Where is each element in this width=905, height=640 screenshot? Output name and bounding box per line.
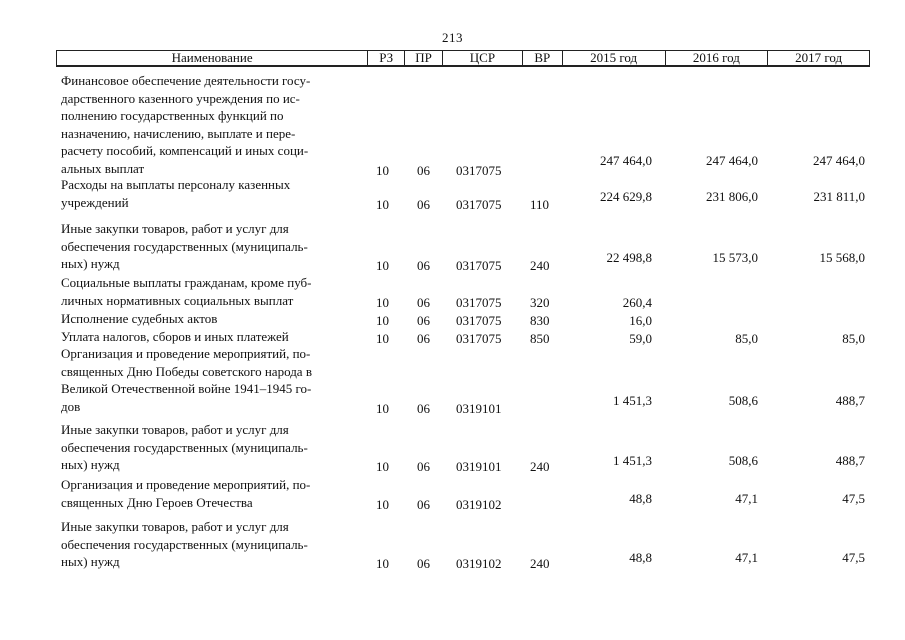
row-vr: 240: [530, 556, 550, 571]
row-rz: 10: [376, 459, 389, 474]
row-pr: 06: [417, 459, 430, 474]
row-2017: 85,0: [842, 331, 865, 346]
row-2015: 48,8: [629, 490, 652, 506]
row-name-line: полнению государственных функций по: [61, 108, 284, 123]
row-name: [61, 72, 361, 177]
row-2016: 508,6: [728, 392, 758, 408]
row-name-line: Уплата налогов, сборов и иных платежей: [61, 329, 289, 344]
row-name: [61, 274, 361, 309]
row-pr: 06: [417, 196, 430, 212]
row-name-line: дарственного казенного учреждения по ис-: [61, 90, 300, 106]
row-2015: 48,8: [629, 550, 652, 565]
row-vr: 320: [530, 294, 550, 310]
row-name-line: Иные закупки товаров, работ и услуг для: [61, 519, 289, 534]
row-2015: 59,0: [629, 331, 652, 346]
row-2015: 22 498,8: [606, 250, 652, 265]
row-name-line: расчету пособий, компенсаций и иных соци-: [61, 143, 309, 158]
row-vr: 830: [530, 313, 550, 328]
row-2016: 47,1: [735, 490, 758, 506]
row-csr: 0317075: [456, 331, 502, 346]
row-csr: 0317075: [456, 313, 502, 328]
row-csr: 0317075: [456, 162, 502, 178]
row-name-line: ных) нужд: [61, 457, 120, 472]
header-vr: ВР: [523, 51, 563, 65]
header-rz: РЗ: [368, 51, 405, 65]
row-name: [61, 310, 361, 328]
row-name-line: Организация и проведение мероприятий, по-: [61, 477, 311, 492]
row-2016: 231 806,0: [706, 188, 758, 204]
row-rz: 10: [376, 400, 389, 416]
row-2016: 47,1: [735, 550, 758, 565]
row-vr: 240: [530, 258, 550, 273]
row-name-line: Иные закупки товаров, работ и услуг для: [61, 422, 289, 437]
row-2015: 1 451,3: [613, 453, 652, 468]
row-name-line: ных) нужд: [61, 554, 120, 569]
row-name: [61, 518, 361, 571]
row-name-line: Организация и проведение мероприятий, по-: [61, 346, 311, 361]
row-2016: 85,0: [735, 331, 758, 346]
row-name: [61, 176, 361, 211]
row-rz: 10: [376, 294, 389, 310]
row-name-line: ных) нужд: [61, 256, 120, 271]
header-2016: 2016 год: [666, 51, 769, 65]
row-csr: 0319102: [456, 556, 502, 571]
row-name-line: учреждений: [61, 194, 129, 210]
table-header: [56, 50, 870, 67]
row-csr: 0317075: [456, 258, 502, 273]
row-name-line: Расходы на выплаты персоналу казенных: [61, 177, 291, 192]
row-name-line: Великой Отечественной войне 1941–1945 го-: [61, 381, 312, 396]
row-2017: 15 568,0: [819, 250, 865, 265]
row-2017: 488,7: [835, 392, 865, 408]
row-2017: 488,7: [835, 453, 865, 468]
row-2015: 260,4: [622, 294, 652, 310]
row-pr: 06: [417, 331, 430, 346]
header-2015: 2015 год: [563, 51, 666, 65]
row-2015: 16,0: [629, 313, 652, 328]
row-name: [61, 345, 361, 415]
header-2017: 2017 год: [795, 50, 843, 65]
row-pr: 06: [417, 496, 430, 512]
row-rz: 10: [376, 258, 389, 273]
row-2016: 508,6: [728, 453, 758, 468]
row-name-line: Исполнение судебных актов: [61, 311, 218, 326]
row-2017: 47,5: [842, 490, 865, 506]
row-2017: 231 811,0: [813, 188, 865, 204]
row-pr: 06: [417, 258, 430, 273]
row-vr: 850: [530, 331, 550, 346]
row-rz: 10: [376, 196, 389, 212]
row-rz: 10: [376, 313, 389, 328]
row-name-line: обеспечения государственных (муниципаль-: [61, 536, 308, 552]
row-rz: 10: [376, 556, 389, 571]
row-csr: 0319101: [456, 459, 502, 474]
row-name-line: альных выплат: [61, 160, 145, 176]
row-2017: 47,5: [842, 550, 865, 565]
row-vr: 240: [530, 459, 550, 474]
row-2016: 247 464,0: [706, 152, 758, 168]
row-pr: 06: [417, 162, 430, 178]
row-name: [61, 328, 361, 346]
row-2015: 224 629,8: [600, 188, 652, 204]
row-csr: 0317075: [456, 294, 502, 310]
row-pr: 06: [417, 313, 430, 328]
row-2015: 1 451,3: [613, 392, 652, 408]
header-name: Наименование: [57, 51, 368, 65]
page-number: 213: [442, 30, 463, 45]
row-pr: 06: [417, 400, 430, 416]
row-rz: 10: [376, 331, 389, 346]
row-name-line: Иные закупки товаров, работ и услуг для: [61, 221, 289, 236]
row-rz: 10: [376, 496, 389, 512]
row-name-line: обеспечения государственных (муниципаль-: [61, 238, 308, 254]
row-name-line: личных нормативных социальных выплат: [61, 292, 294, 308]
row-name-line: Финансовое обеспечение деятельности госу-: [61, 73, 311, 88]
row-csr: 0319102: [456, 496, 502, 512]
row-csr: 0317075: [456, 196, 502, 212]
header-csr: ЦСР: [443, 51, 523, 65]
row-name: [61, 476, 361, 511]
row-name-line: дов: [61, 398, 81, 414]
row-name-line: Социальные выплаты гражданам, кроме пуб-: [61, 275, 312, 290]
row-name: [61, 421, 361, 474]
header-pr: ПР: [405, 51, 443, 65]
row-csr: 0319101: [456, 400, 502, 416]
row-name-line: обеспечения государственных (муниципаль-: [61, 439, 308, 455]
row-name-line: назначению, начислению, выплате и пере-: [61, 125, 296, 141]
row-name-line: священных Дню Победы советского народа в: [61, 363, 312, 379]
row-pr: 06: [417, 294, 430, 310]
row-2015: 247 464,0: [600, 152, 652, 168]
row-name: [61, 220, 361, 273]
row-rz: 10: [376, 162, 389, 178]
row-2016: 15 573,0: [712, 250, 758, 265]
row-pr: 06: [417, 556, 430, 571]
row-name-line: священных Дню Героев Отечества: [61, 494, 253, 510]
row-2017: 247 464,0: [813, 152, 865, 168]
row-vr: 110: [530, 196, 550, 212]
